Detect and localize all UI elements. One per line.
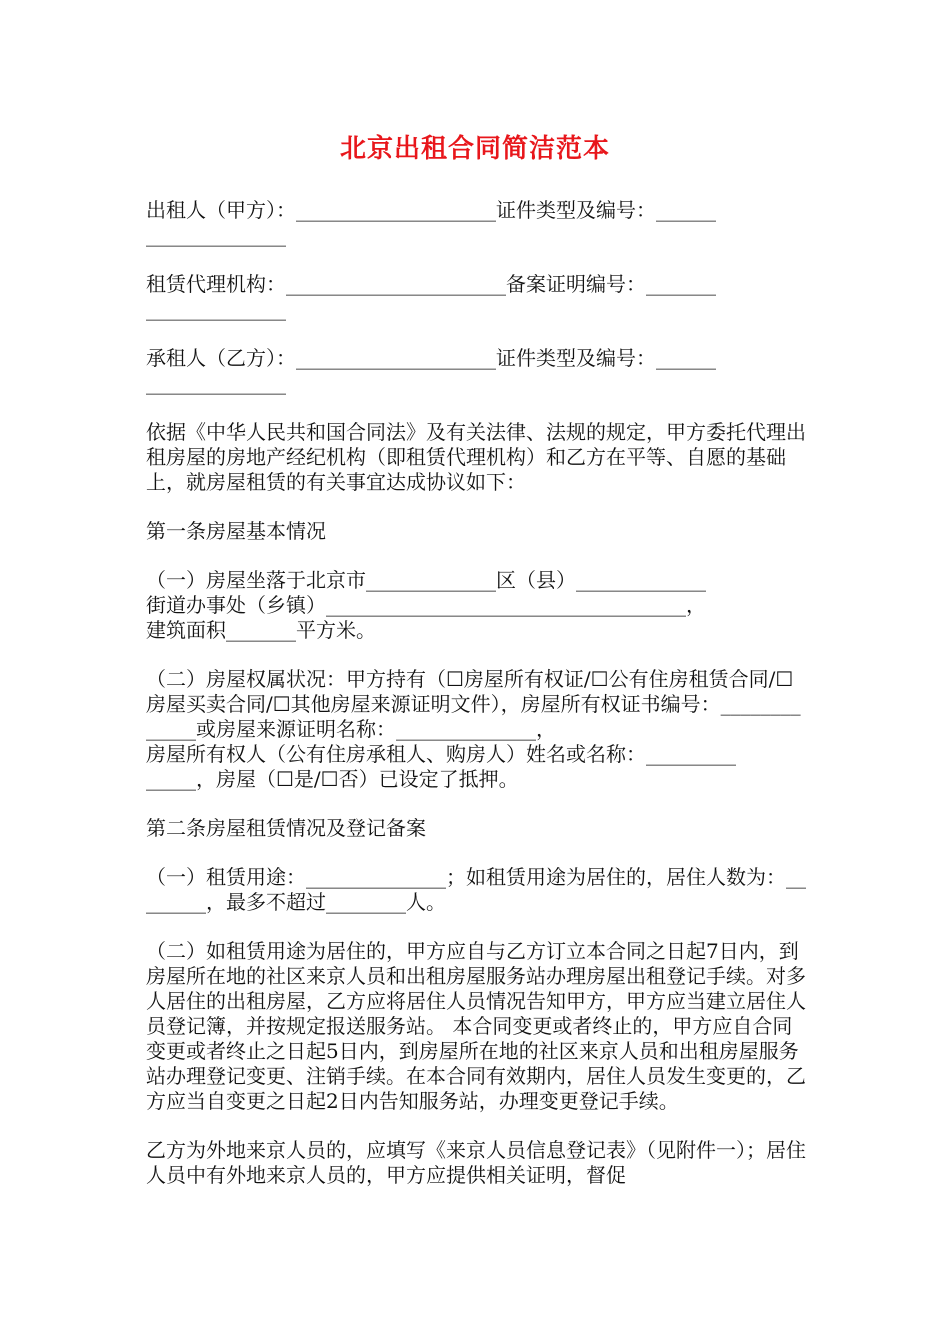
document-title: 北京出租合同简洁范本 xyxy=(339,134,610,164)
document-body xyxy=(146,198,806,1188)
lessor-line: 出租人（甲方）：____________________证件类型及编号：______ ______________ xyxy=(146,198,716,247)
article-1-clause-1: （一）房屋坐落于北京市_____________区（县）_____________ 街道办事处（乡镇）____________________________________， 建筑面积_______平方米。 xyxy=(146,568,706,642)
nonlocal-residents-paragraph: 乙方为外地来京人员的，应填写《来京人员信息登记表》（见附件一）；居住人员中有外地来京人员的，甲方应提供相关证明，督促 xyxy=(146,1138,806,1187)
article-2-clause-1: （一）租赁用途：______________；如租赁用途为居住的，居住人数为：________，最多不超过________人。 xyxy=(146,865,806,914)
article-1-clause-2: （二）房屋权属状况：甲方持有（☐房屋所有权证/☐公有住房租赁合同/☐房屋买卖合同/☐其他房屋来源证明文件），房屋所有权证书编号：_____________或房屋来源证明名称：______________， 房屋所有权人（公有住房承租人、购房人）姓名或名称：_________ _____，房屋（☐是/☐否）已设定了抵押。 xyxy=(146,667,801,791)
lessee-line: 承租人（乙方）：____________________证件类型及编号：______ ______________ xyxy=(146,346,716,395)
article-2-heading: 第二条房屋租赁情况及登记备案 xyxy=(146,816,426,840)
article-1-heading: 第一条房屋基本情况 xyxy=(146,519,326,543)
article-2-clause-2: （二）如租赁用途为居住的，甲方应自与乙方订立本合同之日起7日内，到房屋所在地的社区来京人员和出租房屋服务站办理房屋出租登记手续。对多人居住的出租房屋，乙方应将居住人员情况告知甲方，甲方应当建立居住人员登记簿，并按规定报送服务站。 本合同变更或者终止的，甲方应自合同变更或者终止之日起5日内，到房屋所在地的社区来京人员和出租房屋服务站办理登记变更、注销手续。在本合同有效期内，居住人员发生变更的，乙方应当自变更之日起2日内告知服务站，办理变更登记手续。 xyxy=(146,939,806,1113)
preamble-paragraph: 依据《中华人民共和国合同法》及有关法律、法规的规定，甲方委托代理出租房屋的房地产经纪机构（即租赁代理机构）和乙方在平等、自愿的基础上，就房屋租赁的有关事宜达成协议如下： xyxy=(146,420,806,494)
agency-line: 租赁代理机构：______________________备案证明编号：_______ ______________ xyxy=(146,272,716,321)
